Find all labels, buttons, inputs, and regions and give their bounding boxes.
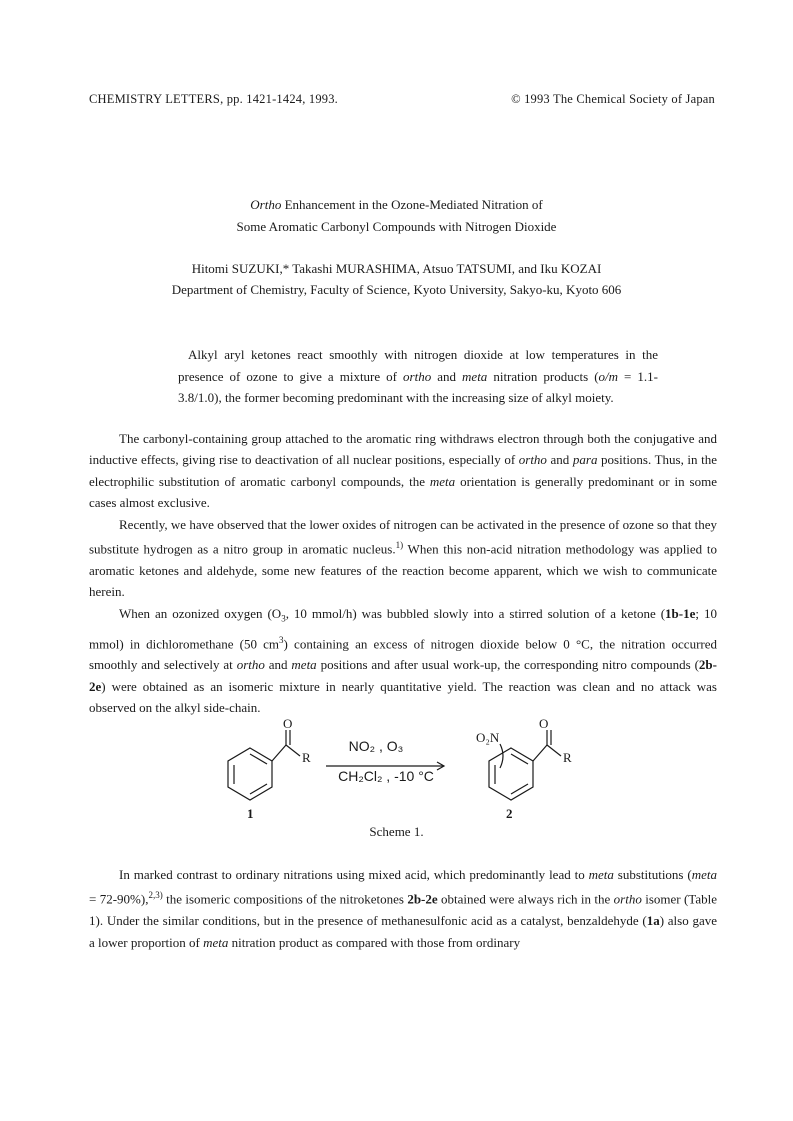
reaction-scheme <box>200 716 600 826</box>
p4-meta2: meta <box>691 867 717 882</box>
title-rest: Enhancement in the Ozone-Mediated Nitration of <box>281 197 543 212</box>
paragraph-1 <box>89 428 717 514</box>
p3-meta: meta <box>291 657 317 673</box>
p1-para: para <box>572 452 598 468</box>
ring2-inner-bond-c <box>511 754 528 764</box>
nitro-bond <box>500 744 503 768</box>
title-italic: Ortho <box>250 197 282 212</box>
p4-b: substitutions ( <box>613 867 692 882</box>
p2-b: When this non-acid nitration methodology was applied to aromatic ketones and aldehyde, some new features of the reaction become apparent, which we wish to communicate herein. <box>89 541 717 600</box>
oxygen-label-1: O <box>283 716 293 731</box>
r-label-1: R <box>302 750 311 765</box>
journal-header: CHEMISTRY LETTERS, pp. 1421-1424, 1993. <box>89 92 339 106</box>
p3-and: and <box>264 657 292 673</box>
p4-h: nitration product as compared with those from ordinary <box>228 934 521 950</box>
abstract-ortho: ortho <box>403 368 432 384</box>
reagent-top: NO₂ , O₃ <box>348 738 404 754</box>
p3-a: When an ozonized oxygen (O <box>119 605 282 621</box>
abstract-om: o/m <box>598 368 619 384</box>
p4-f: isomer (Table 1). Under the similar conditions, but in the presence of methanesulfonic acid as a catalyst, benzaldehyde ( <box>89 891 717 929</box>
p3-d: ) containing an excess of nitrogen dioxide below 0 °C, the nitration occurred smoothly and selectively at <box>89 635 717 673</box>
ring1-inner-bond-b <box>250 784 267 794</box>
p3-e: positions and after usual work-up, the corresponding nitro compounds ( <box>316 657 699 673</box>
p4-c: = 72-90%), <box>89 891 149 907</box>
paragraph-2 <box>89 514 717 603</box>
benzene-ring-1 <box>228 748 272 800</box>
nitro-label: O₂N <box>476 730 500 745</box>
paragraph-3 <box>89 603 717 719</box>
p3-sub: 3 <box>281 613 286 624</box>
r-label-2: R <box>563 750 572 765</box>
author-list: Hitomi SUZUKI,* Takashi MURASHIMA, Atsuo TATSUMI, and Iku KOZAI <box>191 261 602 276</box>
abstract-and: and <box>431 368 463 384</box>
oxygen-label-2: O <box>539 716 549 731</box>
carbonyl2-to-r <box>547 745 561 756</box>
p3-f: ) were obtained as an isomeric mixture in nearly quantitative yield. The reaction was clean and no attack was observed on the alkyl side-chain. <box>89 678 717 716</box>
abstract-meta: meta <box>462 368 488 384</box>
p4-ortho: ortho <box>613 891 642 907</box>
body-section-1 <box>89 428 717 719</box>
ring2-to-carbonyl <box>533 745 547 761</box>
p2-a: Recently, we have observed that the lower oxides of nitrogen can be activated in the presence of ozone so that they substitute hydrogen as a nitro group in aromatic nucleus. <box>89 516 717 557</box>
p4-ref: 2,3) <box>148 890 163 901</box>
body-section-2 <box>89 864 717 953</box>
p4-d: the isomeric compositions of the nitroketones <box>162 891 408 907</box>
p2-ref: 1) <box>395 540 404 551</box>
p1-ortho: ortho <box>518 452 547 468</box>
p4-g: ) also gave a lower proportion of <box>89 913 717 950</box>
p4-e: obtained were always rich in the <box>437 891 614 907</box>
abstract <box>178 344 658 409</box>
p3-b: , 10 mmol/h) was bubbled slowly into a stirred solution of a ketone ( <box>285 605 666 621</box>
p4-a: In marked contrast to ordinary nitrations using mixed acid, which predominantly lead to <box>119 867 589 882</box>
p4-meta1: meta <box>588 867 614 882</box>
abstract-text2: nitration products ( <box>487 368 599 384</box>
copyright-header: © 1993 The Chemical Society of Japan <box>511 92 715 106</box>
p3-cmpd1: 1b-1e <box>665 605 696 621</box>
p4-cmpd: 2b-2e <box>407 891 438 907</box>
compound-1-label: 1 <box>247 806 254 821</box>
p3-c: ; 10 mmol) in dichloromethane (50 cm <box>89 605 717 651</box>
p3-sup: 3 <box>279 634 284 645</box>
reagent-bottom: CH₂Cl₂ , -10 °C <box>338 768 434 784</box>
ring1-inner-bond-c <box>250 754 267 764</box>
paper-title-line1 <box>0 197 793 213</box>
p3-cmpd2: 2b-2e <box>89 657 717 694</box>
p4-meta3: meta <box>203 934 229 950</box>
p3-ortho: ortho <box>236 657 265 673</box>
abstract-text3: = 1.1-3.8/1.0), the former becoming predominant with the increasing size of alkyl moiety. <box>178 368 658 405</box>
p1-and: and <box>546 452 573 468</box>
p1-b: positions. Thus, in the electrophilic substitution of aromatic carbonyl compounds, the <box>89 452 718 489</box>
p1-c: orientation is generally predominant or in some cases almost exclusive. <box>89 473 717 511</box>
compound-2-label: 2 <box>506 806 513 821</box>
abstract-text: Alkyl aryl ketones react smoothly with nitrogen dioxide at low temperatures in the presence of ozone to give a mixture of <box>178 347 658 384</box>
p4-cmpd1a: 1a <box>646 913 660 929</box>
ring1-to-carbonyl <box>272 745 286 761</box>
p1-meta: meta <box>429 473 456 489</box>
ring2-inner-bond-b <box>511 784 528 794</box>
p1-a: The carbonyl-containing group attached to the aromatic ring withdraws electron through both the conjugative and inductive effects, giving rise to deactivation of all nuclear positions, especially of <box>89 431 717 468</box>
paper-title-line2: Some Aromatic Carbonyl Compounds with Nitrogen Dioxide <box>236 219 557 234</box>
scheme-caption: Scheme 1. <box>369 824 424 839</box>
carbonyl1-to-r <box>286 745 300 756</box>
paragraph-4 <box>89 864 717 953</box>
affiliation: Department of Chemistry, Faculty of Science, Kyoto University, Sakyo-ku, Kyoto 606 <box>171 282 622 297</box>
